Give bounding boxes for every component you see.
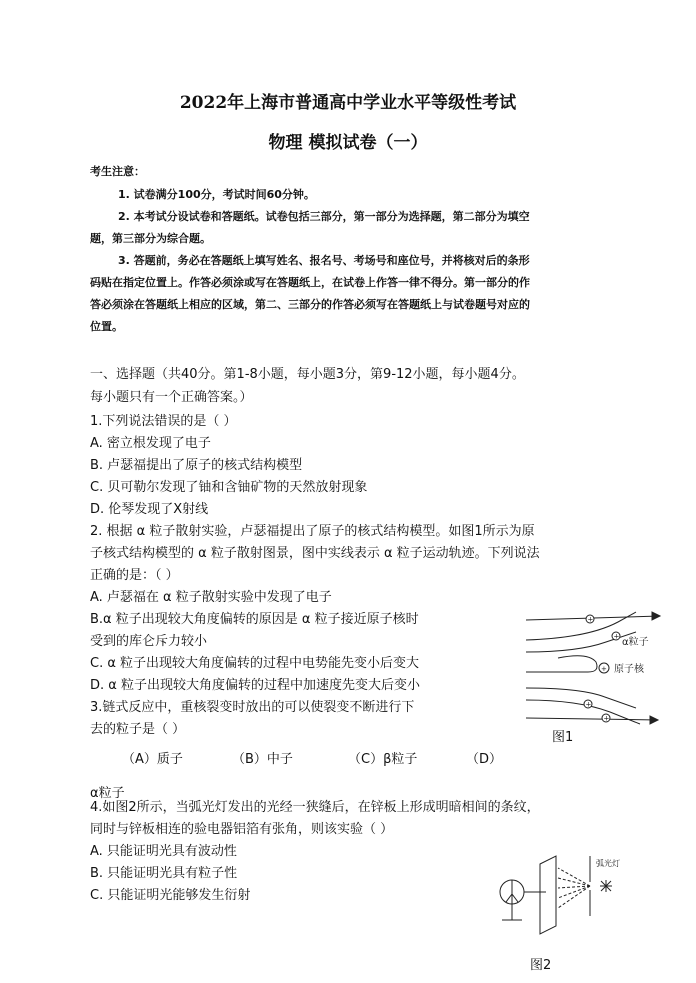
figure2-caption: 图2 (530, 958, 552, 973)
notice-heading: 考生注意： (90, 165, 145, 178)
q1-option-d: D. 伦琴发现了X射线 (90, 502, 209, 517)
q4-option-a: A. 只能证明光具有波动性 (90, 844, 237, 859)
figure2-apparatus-diagram (494, 854, 634, 954)
figure1-label-alpha: α粒子 (622, 637, 649, 648)
figure1-caption: 图1 (552, 730, 574, 745)
q1-option-c: C. 贝可勒尔发现了铀和含铀矿物的天然放射现象 (90, 480, 368, 495)
section1-header-b: 每小题只有一个正确答案。） (90, 390, 253, 405)
exam-title: 2022年上海市普通高中学业水平等级性考试 (179, 93, 517, 113)
svg-text:+: + (587, 615, 594, 624)
q2-option-d: D. α 粒子出现较大角度偏转的过程中加速度先变大后变小 (90, 678, 420, 693)
q1-option-b: B. 卢瑟福提出了原子的核式结构模型 (90, 458, 303, 473)
figure1-scattering-diagram (518, 600, 668, 750)
exam-subtitle: 物理 模拟试卷（一） (268, 133, 428, 153)
svg-text:+: + (601, 665, 607, 673)
q4-option-b: B. 只能证明光具有粒子性 (90, 866, 238, 881)
q3-option-d-cont: α粒子 (90, 786, 125, 801)
q4-stem-a: 4.如图2所示，当弧光灯发出的光经一狭缝后，在锌板上形成明暗相间的条纹， (90, 800, 540, 815)
q3-stem-a: 3.链式反应中，重核裂变时放出的可以使裂变不断进行下 (90, 700, 415, 715)
notice-line2a: 2. 本考试分设试卷和答题纸。试卷包括三部分，第一部分为选择题，第二部分为填空 (118, 210, 530, 223)
q3-option-b: （B）中子 (232, 752, 293, 767)
q3-option-a: （A）质子 (122, 752, 183, 767)
svg-text:+: + (585, 700, 592, 709)
section1-header-a: 一、选择题（共40分。第1-8小题，每小题3分，第9-12小题，每小题4分。 (90, 367, 525, 382)
q2-option-a: A. 卢瑟福在 α 粒子散射实验中发现了电子 (90, 590, 332, 605)
notice-line1: 1. 试卷满分100分，考试时间60分钟。 (118, 188, 315, 201)
notice-line3b: 码贴在指定位置上。作答必须涂或写在答题纸上，在试卷上作答一律不得分。第一部分的作 (90, 276, 530, 289)
notice-line3d: 位置。 (90, 320, 123, 333)
q2-stem-a: 2. 根据 α 粒子散射实验，卢瑟福提出了原子的核式结构模型。如图1所示为原 (90, 524, 535, 539)
q3-option-d: （D） (466, 752, 503, 767)
q1-option-a: A. 密立根发现了电子 (90, 436, 211, 451)
q2-stem-b: 子核式结构模型的 α 粒子散射图景，图中实线表示 α 粒子运动轨迹。下列说法 (90, 546, 540, 561)
q2-option-b-b: 受到的库仑斥力较小 (90, 634, 208, 649)
q4-stem-b: 同时与锌板相连的验电器铝箔有张角，则该实验（ ） (90, 822, 394, 837)
figure2-label-lamp: 弧光灯 (596, 859, 620, 868)
figure1-label-nucleus: 原子核 (614, 664, 644, 675)
q2-option-b-a: B.α 粒子出现较大角度偏转的原因是 α 粒子接近原子核时 (90, 612, 419, 627)
notice-line3c: 答必须涂在答题纸上相应的区域，第二、三部分的作答必须写在答题纸上与试卷题号对应的 (90, 298, 530, 311)
q2-stem-c: 正确的是：（ ） (90, 568, 179, 583)
notice-line3a: 3. 答题前，务必在答题纸上填写姓名、报名号、考场号和座位号，并将核对后的条形 (118, 254, 530, 267)
q2-option-c: C. α 粒子出现较大角度偏转的过程中电势能先变小后变大 (90, 656, 420, 671)
svg-text:+: + (603, 714, 610, 723)
q4-option-c: C. 只能证明光能够发生衍射 (90, 888, 251, 903)
svg-text:+: + (613, 632, 620, 641)
q1-stem: 1.下列说法错误的是（ ） (90, 414, 237, 429)
q3-stem-b: 去的粒子是（ ） (90, 722, 186, 737)
notice-line2b: 题，第三部分为综合题。 (90, 232, 211, 245)
q3-option-c: （C）β粒子 (348, 752, 418, 767)
